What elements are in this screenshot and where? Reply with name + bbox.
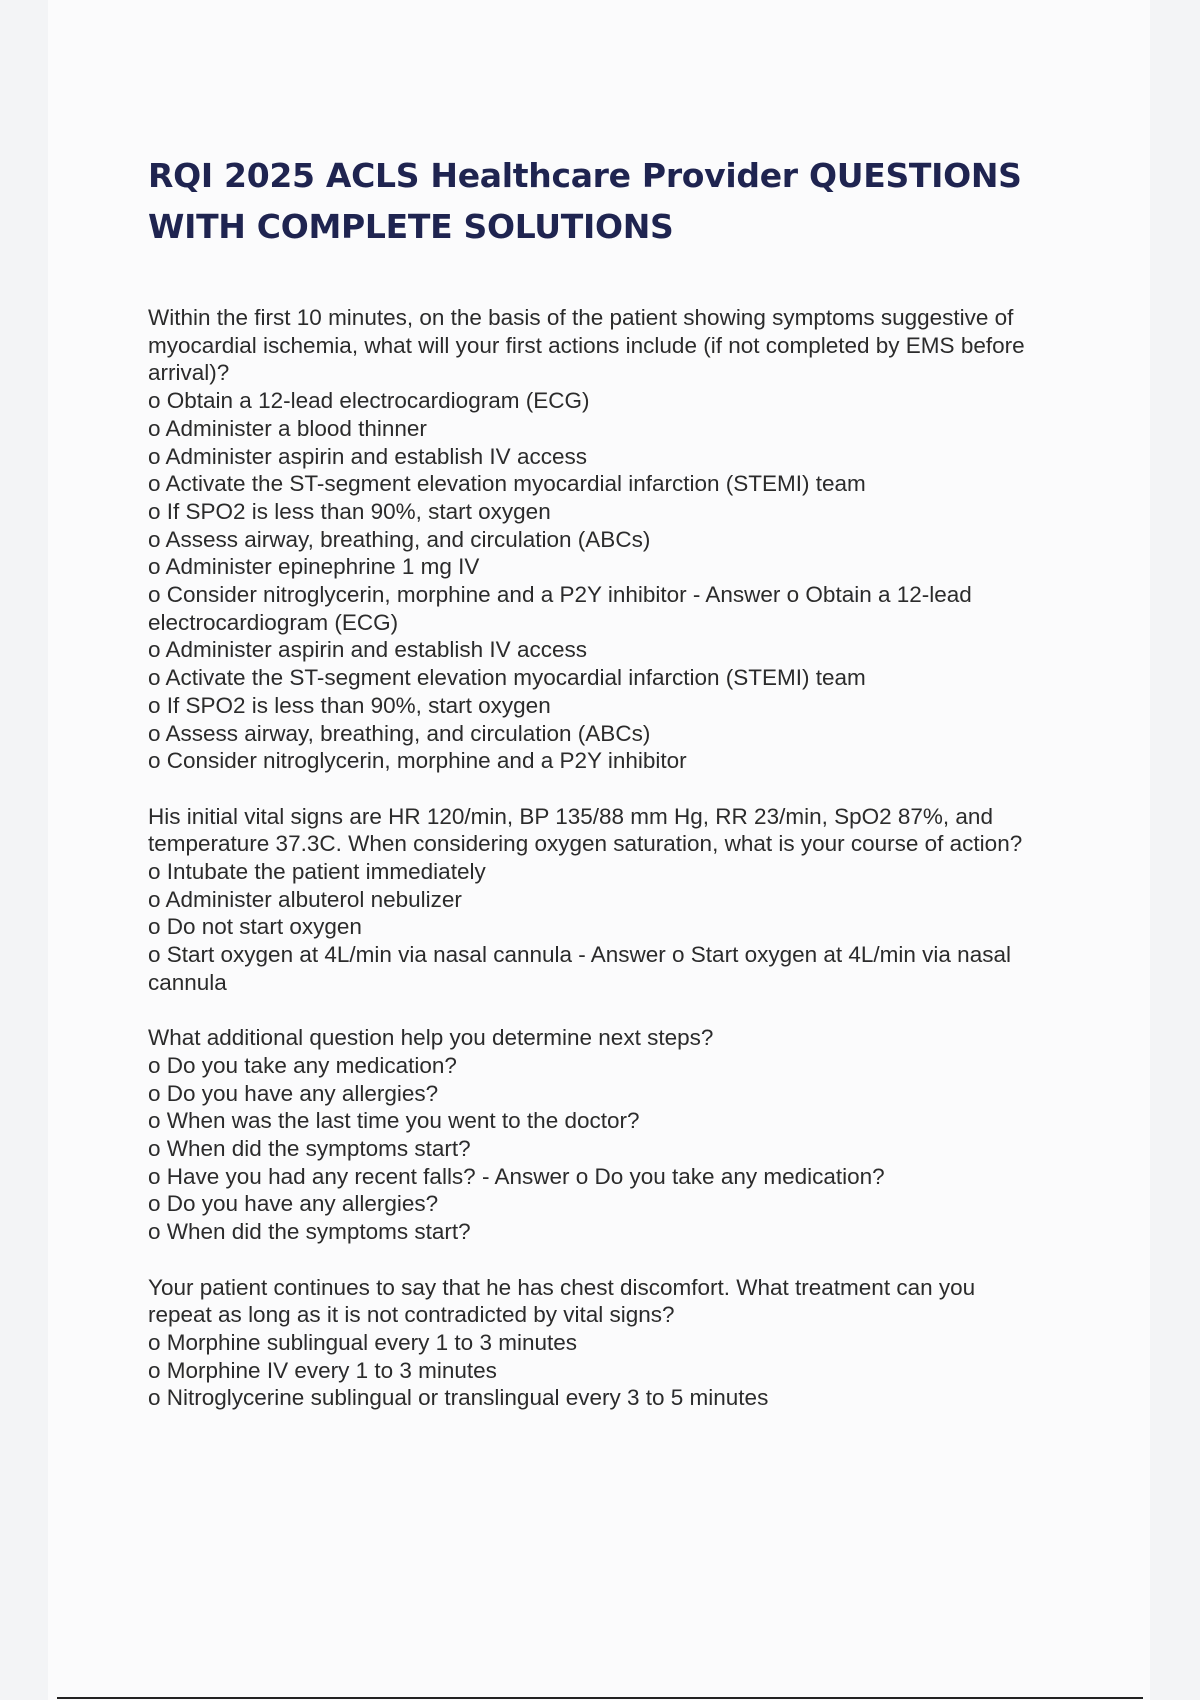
text-line: What additional question help you determine next steps? bbox=[148, 1025, 714, 1051]
answer-option: o Administer aspirin and establish IV access bbox=[148, 443, 587, 469]
answer-option: o Morphine IV every 1 to 3 minutes bbox=[148, 1357, 497, 1383]
answer-option: o When did the symptoms start? bbox=[148, 1136, 471, 1162]
answer-text: electrocardiogram (ECG) bbox=[148, 609, 399, 635]
answer-text: o If SPO2 is less than 90%, start oxygen bbox=[148, 692, 551, 718]
text-line: myocardial ischemia, what will your first actions include (if not completed by EMS before bbox=[148, 332, 1025, 358]
document-title-line-2: WITH COMPLETE SOLUTIONS bbox=[148, 207, 674, 246]
question-block-4 bbox=[148, 1274, 1108, 1413]
answer-option: o Obtain a 12-lead electrocardiogram (ECG) bbox=[148, 388, 590, 414]
text-line: Within the first 10 minutes, on the basis of the patient showing symptoms suggestive of bbox=[148, 305, 1014, 330]
answer-option: o Administer epinephrine 1 mg IV bbox=[148, 554, 480, 580]
answer-option: o If SPO2 is less than 90%, start oxygen bbox=[148, 498, 551, 524]
answer-option: o Morphine sublingual every 1 to 3 minutes bbox=[148, 1329, 577, 1355]
answer-option: o Nitroglycerine sublingual or translingual every 3 to 5 minutes bbox=[148, 1385, 769, 1411]
answer-option: o Start oxygen at 4L/min via nasal cannula - Answer o Start oxygen at 4L/min via nasal bbox=[148, 942, 1011, 968]
answer-option: o Do not start oxygen bbox=[148, 914, 362, 940]
answer-option: o Assess airway, breathing, and circulation (ABCs) bbox=[148, 526, 651, 552]
answer-text: o Consider nitroglycerin, morphine and a P2Y inhibitor bbox=[148, 748, 687, 774]
document-body bbox=[148, 304, 1108, 1440]
answer-option: o Do you take any medication? bbox=[148, 1052, 457, 1078]
answer-option: o Administer a blood thinner bbox=[148, 415, 427, 441]
text-line: temperature 37.3C. When considering oxygen saturation, what is your course of action? bbox=[148, 831, 1023, 857]
document-title bbox=[148, 150, 1128, 252]
answer-option: o Consider nitroglycerin, morphine and a P2Y inhibitor - Answer o Obtain a 12-lead bbox=[148, 582, 972, 608]
answer-option: o Administer albuterol nebulizer bbox=[148, 886, 462, 912]
answer-text: o Assess airway, breathing, and circulation (ABCs) bbox=[148, 720, 651, 746]
question-block-2 bbox=[148, 803, 1108, 997]
footer-divider bbox=[57, 1697, 1143, 1699]
text-line: arrival)? bbox=[148, 360, 230, 386]
answer-option: o Do you have any allergies? bbox=[148, 1080, 439, 1106]
question-block-1 bbox=[148, 304, 1108, 775]
answer-text: o Do you have any allergies? bbox=[148, 1191, 439, 1217]
answer-option: o When was the last time you went to the doctor? bbox=[148, 1108, 640, 1134]
answer-option: o Activate the ST-segment elevation myocardial infarction (STEMI) team bbox=[148, 471, 866, 497]
answer-option: o Intubate the patient immediately bbox=[148, 859, 486, 885]
text-line: His initial vital signs are HR 120/min, BP 135/88 mm Hg, RR 23/min, SpO2 87%, and bbox=[148, 803, 993, 829]
text-line: repeat as long as it is not contradicted by vital signs? bbox=[148, 1302, 675, 1328]
question-block-3 bbox=[148, 1024, 1108, 1246]
text-line: Your patient continues to say that he has chest discomfort. What treatment can you bbox=[148, 1274, 976, 1300]
answer-text: o Activate the ST-segment elevation myocardial infarction (STEMI) team bbox=[148, 665, 866, 691]
answer-option: o Have you had any recent falls? - Answer o Do you take any medication? bbox=[148, 1163, 885, 1189]
answer-text: cannula bbox=[148, 969, 227, 995]
document-title-line-1: RQI 2025 ACLS Healthcare Provider QUESTIONS bbox=[148, 156, 1022, 195]
answer-text: o Administer aspirin and establish IV access bbox=[148, 637, 587, 663]
answer-text: o When did the symptoms start? bbox=[148, 1219, 471, 1245]
